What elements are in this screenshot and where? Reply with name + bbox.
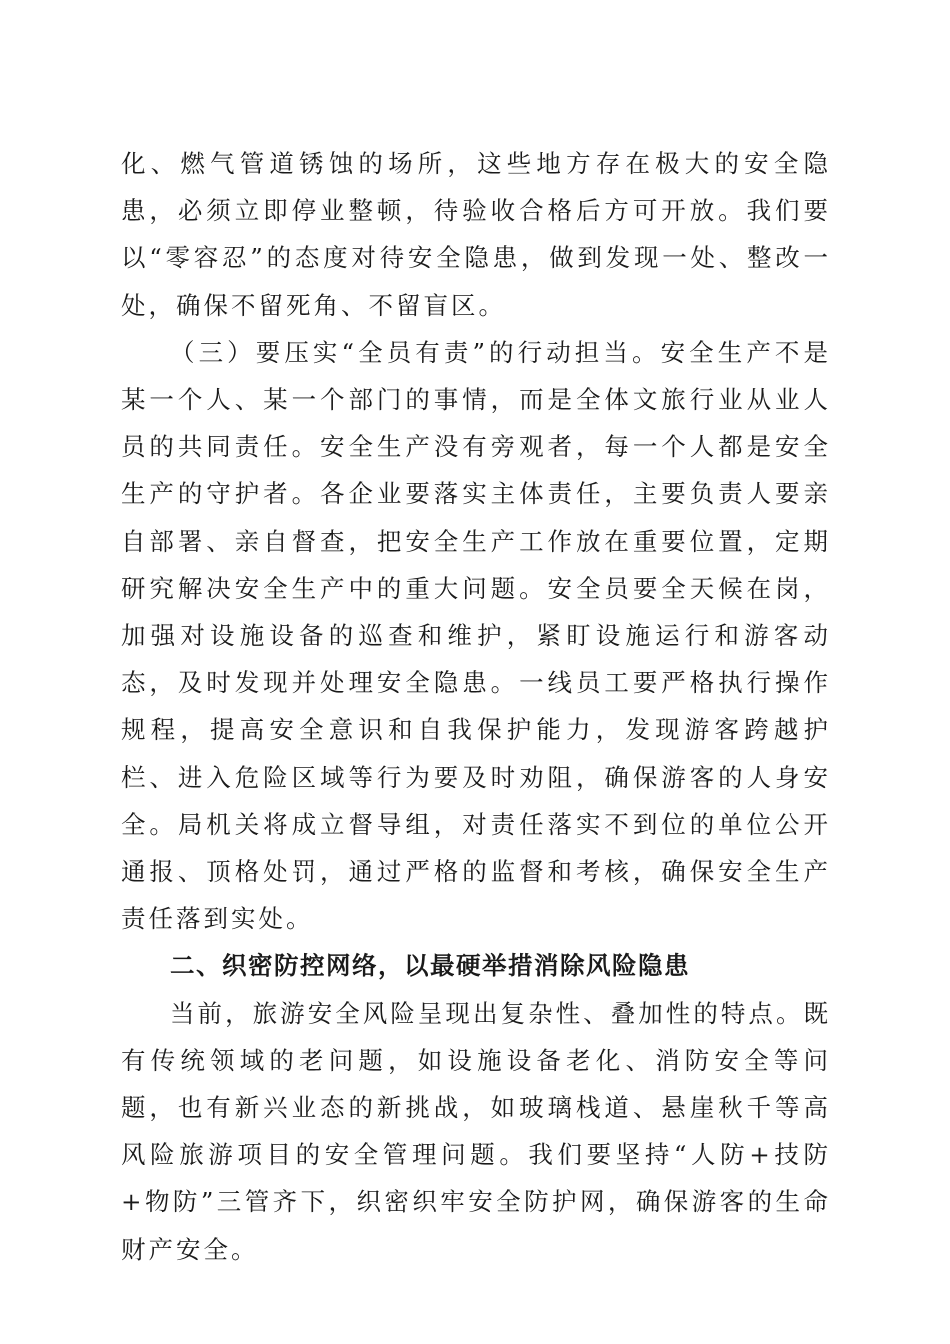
- section-heading-2: 二、织密防控网络，以最硬举措消除风险隐患: [170, 951, 690, 981]
- paragraph-risk-prevention: 当前，旅游安全风险呈现出复杂性、叠加性的特点。既有传统领域的老问题，如设施设备老化、消防安全等问题，也有新兴业态的新挑战，如玻璃栈道、悬崖秋千等高风险旅游项目的安全管理问题。我们要坚持“人防+技防+物防”三管齐下，织密织牢安全防护网，确保游客的生命财产安全。: [121, 998, 831, 1264]
- document-body: [121, 140, 831, 1273]
- paragraph-full-staff-responsibility: （三）要压实“全员有责”的行动担当。安全生产不是某一个人、某一个部门的事情，而是全体文旅行业从业人员的共同责任。安全生产没有旁观者，每一个人都是安全生产的守护者。各企业要落实主体责任，主要负责人要亲自部署、亲自督查，把安全生产工作放在重要位置，定期研究解决安全生产中的重大问题。安全员要全天候在岗，加强对设施设备的巡查和维护，紧盯设施运行和游客动态，及时发现并处理安全隐患。一线员工要严格执行操作规程，提高安全意识和自我保护能力，发现游客跨越护栏、进入危险区域等行为要及时劝阻，确保游客的人身安全。局机关将成立督导组，对责任落实不到位的单位公开通报、顶格处罚，通过严格的监督和考核，确保安全生产责任落到实处。: [121, 337, 831, 934]
- paragraph-continuation: 化、燃气管道锈蚀的场所，这些地方存在极大的安全隐患，必须立即停业整顿，待验收合格后方可开放。我们要以“零容忍”的态度对待安全隐患，做到发现一处、整改一处，确保不留死角、不留盲区。: [121, 149, 831, 320]
